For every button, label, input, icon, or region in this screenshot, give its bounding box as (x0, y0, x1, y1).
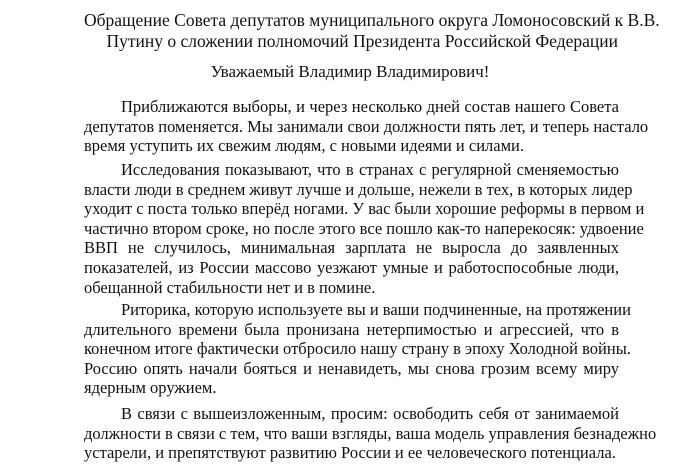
paragraph-line: уходит с поста только вперёд ногами. У вас были хорошие реформы в первом и (84, 199, 645, 219)
paragraph-line: Россию опять начали бояться и ненавидеть, мы снова грозим всему миру (84, 358, 619, 378)
paragraph-line: конечном итоге фактически отбросило нашу страну в эпоху Холодной войны. (84, 339, 631, 359)
paragraph-line: депутатов поменяется. Мы занимали свои должности пять лет, и теперь настало (84, 116, 649, 136)
paragraph-line: власти люди в среднем живут лучше и дольше, нежели в тех, в которых лидер (84, 179, 633, 199)
paragraph-4 (84, 404, 657, 463)
paragraph-1 (84, 97, 649, 156)
paragraph-line: показателей, из России массово уезжают умные и работоспособные люди, (84, 257, 619, 277)
paragraph-line: устарели, и препятствуют развитию России и ее человеческого потенциала. (84, 443, 616, 463)
title-line: Путину о сложении полномочий Президента Российской Федерации (106, 31, 618, 51)
paragraph-2 (84, 160, 645, 297)
paragraph-line: время уступить их свежим людям, с новыми идеями и силами. (84, 136, 524, 156)
paragraph-line: В связи с вышеизложенным, просим: освободить себя от занимаемой (121, 404, 619, 423)
paragraph-line: ядерным оружием. (84, 378, 217, 398)
paragraph-line: частично втором сроке, но после этого все пошло как-то наперекосяк: удвоение (84, 218, 644, 238)
paragraph-line: Исследования показывают, что в странах с регулярной сменяемостью (121, 160, 619, 179)
paragraph-line: Риторика, которую используете вы и ваши подчиненные, на протяжении (121, 300, 631, 319)
paragraph-line: ВВП не случилось, минимальная зарплата не выросла до заявленных (84, 238, 619, 258)
document-title (84, 10, 660, 52)
paragraph-3 (84, 300, 631, 398)
greeting: Уважаемый Владимир Владимирович! (210, 62, 490, 81)
paragraph-line: Приближаются выборы, и через несколько дней состав нашего Совета (121, 97, 619, 116)
paragraph-line: обещанной стабильности нет и в помине. (84, 277, 376, 297)
paragraph-line: длительного времени была пронизана нетерпимостью и агрессией, что в (84, 319, 619, 339)
paragraph-line: должности в связи с тем, что ваши взгляды, ваша модель управления безнадежно (84, 423, 657, 443)
title-line: Обращение Совета депутатов муниципального округа Ломоносовский к В.В. (84, 10, 660, 30)
